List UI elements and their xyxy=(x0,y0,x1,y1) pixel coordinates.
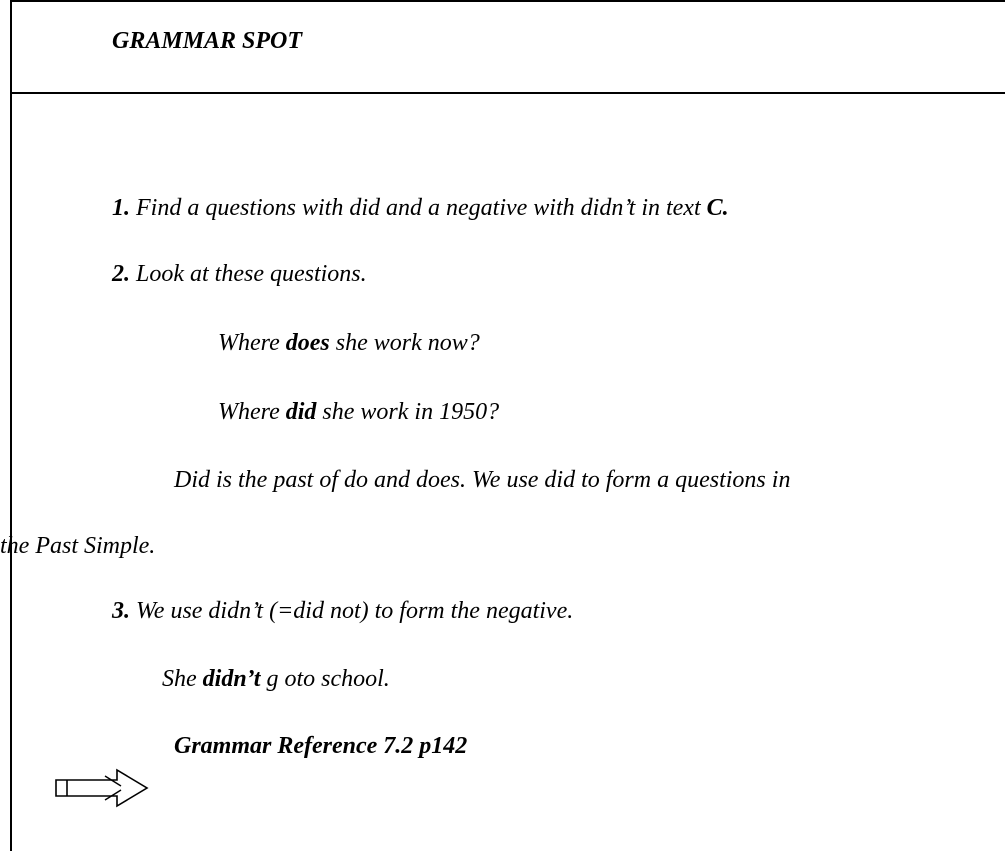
item-1-text: Find a questions with did and a negative with didn’t in text xyxy=(130,195,707,221)
item-1 xyxy=(112,193,729,223)
item-3 xyxy=(112,596,573,626)
example-2-after: she work in 1950? xyxy=(316,399,500,425)
example-3-after: g oto school. xyxy=(260,666,390,692)
example-1-before: Where xyxy=(218,330,286,356)
right-arrow-icon xyxy=(55,767,150,809)
item-3-number: 3. xyxy=(112,598,130,624)
example-2 xyxy=(218,397,499,427)
item-2-number: 2. xyxy=(112,261,130,287)
example-3-verb: didn’t xyxy=(202,666,261,692)
grammar-reference-link[interactable]: Grammar Reference 7.2 p142 xyxy=(174,733,468,759)
item-2-text: Look at these questions. xyxy=(130,261,367,287)
example-3 xyxy=(162,664,390,694)
item-3-text: We use didn’t (=did not) to form the negative. xyxy=(130,598,574,624)
box-left-border xyxy=(10,94,12,851)
example-2-before: Where xyxy=(218,399,286,425)
item-2 xyxy=(112,259,367,289)
example-2-verb: did xyxy=(285,399,317,425)
item-1-text-ref: C. xyxy=(706,195,729,221)
item-1-number: 1. xyxy=(112,195,130,221)
example-1-after: she work now? xyxy=(329,330,480,356)
page-title: GRAMMAR SPOT xyxy=(112,28,303,54)
example-1-verb: does xyxy=(285,330,330,356)
example-1 xyxy=(218,328,480,358)
example-3-before: She xyxy=(162,666,203,692)
explanation-line-1: Did is the past of do and does. We use did to form a questions in xyxy=(174,467,791,493)
explanation-line-2: the Past Simple. xyxy=(0,533,156,559)
